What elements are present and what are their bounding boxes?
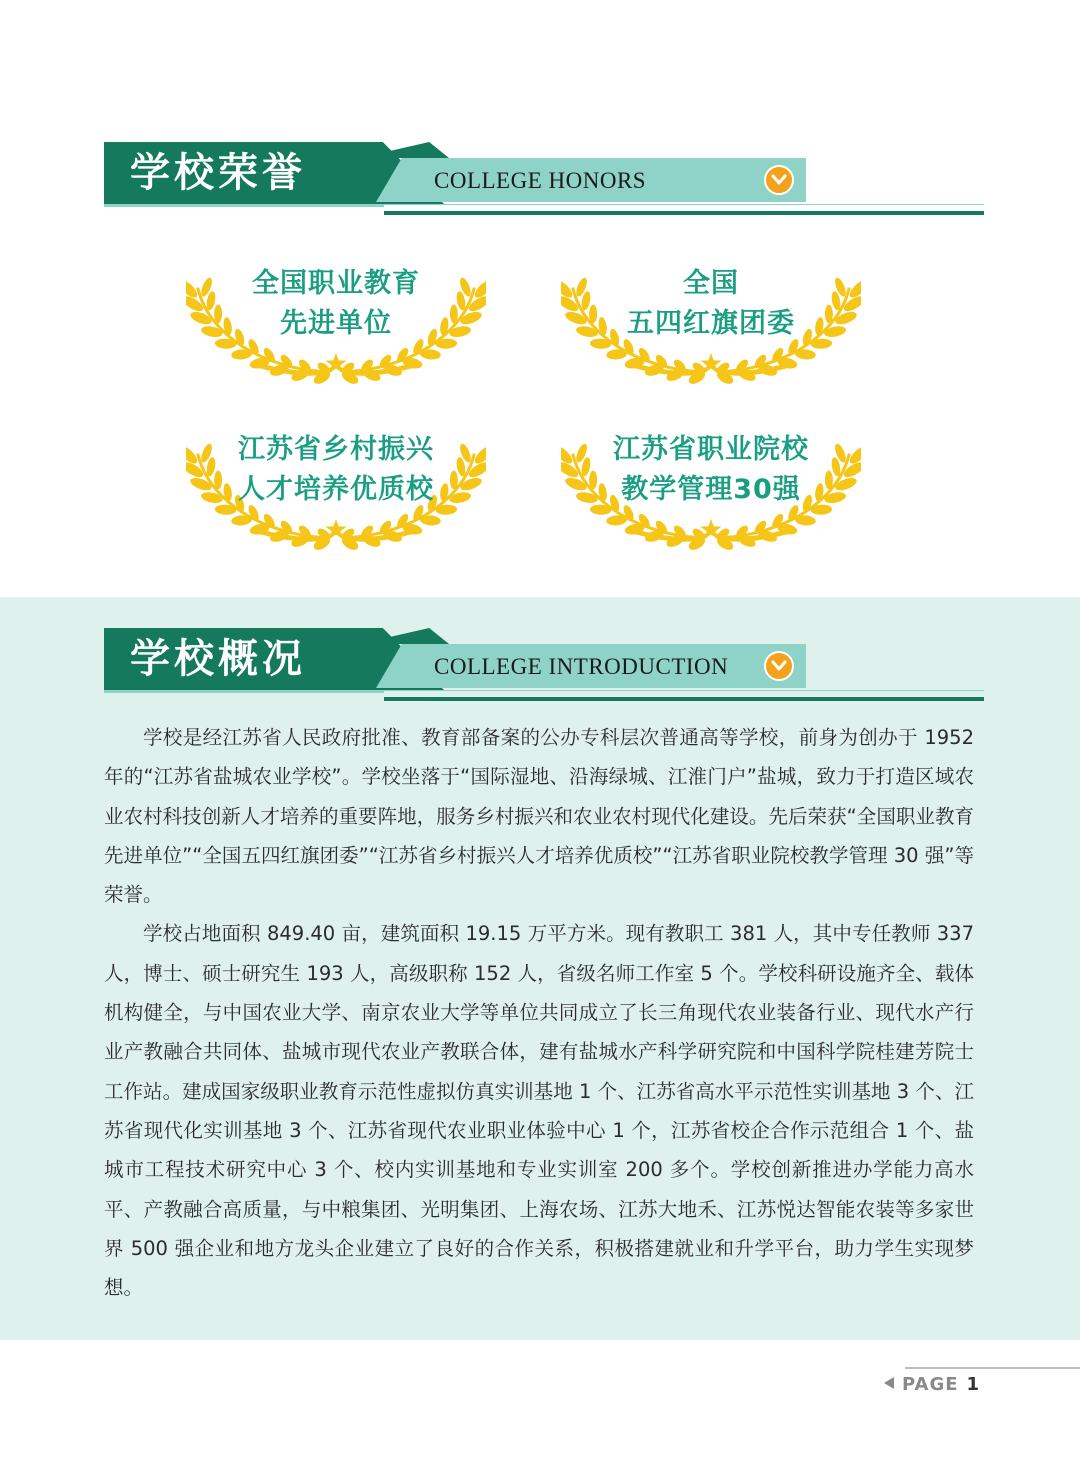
honor-badge-4 (561, 412, 861, 562)
honor-line-2: 先进单位 (280, 308, 392, 339)
header-rule-light (104, 204, 384, 207)
honor-badge-3 (186, 412, 486, 562)
intro-paragraph-1: 学校是经江苏省人民政府批准、教育部备案的公办专科层次普通高等学校，前身为创办于 1952 年的“江苏省盐城农业学校”。学校坐落于“国际湿地、沿海绿城、江淮门户”盐城，致力于打造区域农业农村科技创新人才培养的重要阵地，服务乡村振兴和农业农村现代化建设。先后荣获“全国职业教育先进单位”“全国五四红旗团委”“江苏省乡村振兴人才培养优质校”“江苏省职业院校教学管理 30 强”等荣誉。 (104, 726, 974, 907)
triangle-left-icon (884, 1377, 894, 1389)
intro-paragraph-2: 学校占地面积 849.40 亩，建筑面积 19.15 万平方米。现有教职工 381 人，其中专任教师 337 人，博士、硕士研究生 193 人，高级职称 152 人，省级名师工作室 5 个。学校科研设施齐全、载体机构健全，与中国农业大学、南京农业大学等单位共同成立了长三角现代农业装备行业、现代水产行业产教融合共同体、盐城市现代农业产教联合体，建有盐城水产科学研究院和中国科学院桂建芳院士工作站。建成国家级职业教育示范性虚拟仿真实训基地 1 个、江苏省高水平示范性实训基地 3 个、江苏省现代化实训基地 3 个、江苏省现代农业职业体验中心 1 个，江苏省校企合作示范组合 1 个、盐城市工程技术研究中心 3 个、校内实训基地和专业实训室 200 多个。学校创新推进办学能力高水平、产教融合高质量，与中粮集团、光明集团、上海农场、江苏大地禾、江苏悦达智能农装等多家世界 500 强企业和地方龙头企业建立了良好的合作关系，积极搭建就业和升学平台，助力学生实现梦想。 (104, 922, 974, 1300)
honor-line-2: 人才培养优质校 (238, 474, 434, 505)
honors-title: 学校荣誉 (130, 150, 306, 196)
header-rule-dark (384, 697, 984, 701)
intro-body (104, 718, 974, 1307)
header-rule-dark (384, 211, 984, 215)
honor-line-1: 全国职业教育 (252, 268, 420, 299)
page-footer-rule (905, 1367, 1080, 1369)
chevron-down-icon (764, 651, 794, 681)
intro-title: 学校概况 (130, 636, 306, 682)
honor-badge-1 (186, 246, 486, 396)
honor-badge-2 (561, 246, 861, 396)
honor-line-2: 教学管理30强 (621, 474, 801, 505)
page-indicator (884, 1374, 980, 1395)
intro-section-header (104, 628, 984, 704)
honor-line-1: 全国 (683, 268, 739, 299)
honors-subtitle-en: COLLEGE HONORS (434, 168, 647, 193)
honor-line-2: 五四红旗团委 (627, 308, 795, 339)
page-label: PAGE (902, 1374, 959, 1395)
chevron-down-icon (764, 165, 794, 195)
page-number: 1 (966, 1374, 981, 1395)
honors-section-header (104, 142, 984, 218)
honor-line-1: 江苏省乡村振兴 (238, 434, 434, 465)
header-rule-light (104, 690, 384, 693)
honor-line-1: 江苏省职业院校 (613, 434, 809, 465)
intro-subtitle-en: COLLEGE INTRODUCTION (434, 654, 729, 679)
